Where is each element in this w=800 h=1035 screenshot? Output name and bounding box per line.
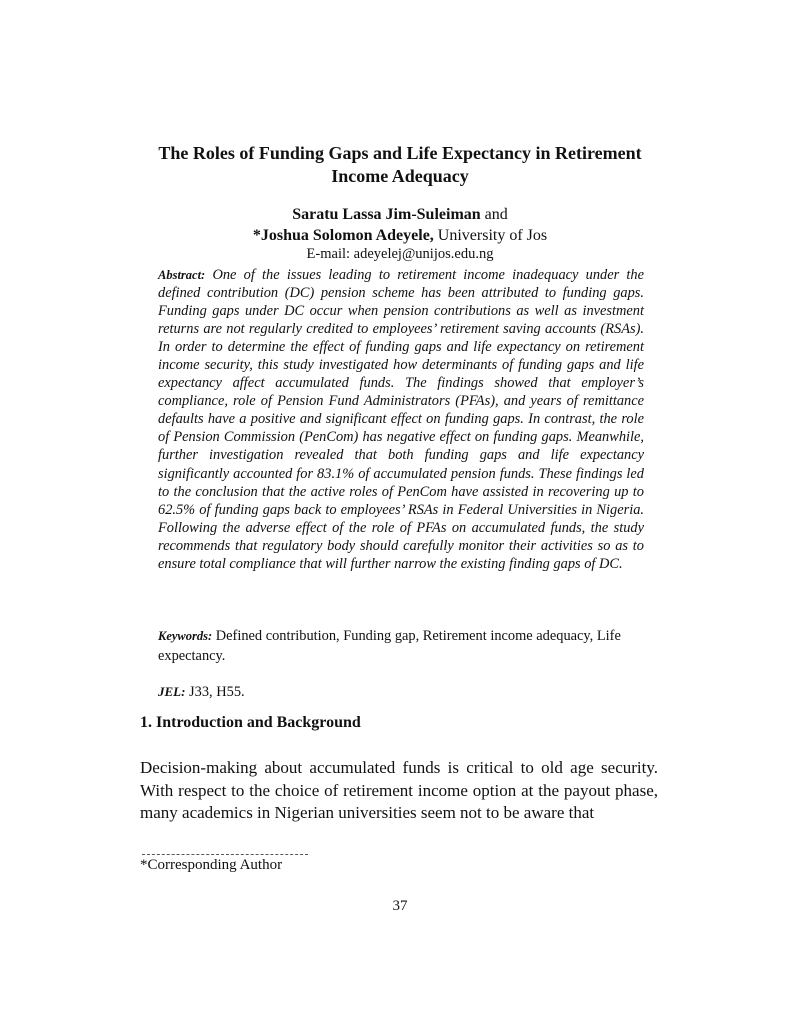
author-line-1: [130, 204, 670, 225]
author-line-2: [130, 225, 670, 246]
author-2-affiliation: University of Jos: [433, 227, 548, 244]
author-1-name: Saratu Lassa Jim-Suleiman: [292, 206, 481, 223]
jel-codes: [158, 682, 644, 702]
abstract: [158, 266, 644, 573]
keywords-text: Defined contribution, Funding gap, Retirement income adequacy, Life expectancy.: [158, 628, 621, 664]
author-1-suffix: and: [480, 206, 508, 223]
section-heading: 1. Introduction and Background: [140, 714, 361, 731]
abstract-label: Abstract:: [158, 268, 206, 282]
author-2-name: *Joshua Solomon Adeyele,: [252, 227, 434, 244]
paper-title: The Roles of Funding Gaps and Life Expectancy in Retirement Income Adequacy: [158, 143, 642, 186]
keywords-label: Keywords:: [158, 629, 213, 643]
keywords: [158, 626, 644, 666]
jel-text: J33, H55.: [185, 684, 245, 700]
author-email: E-mail: adeyelej@unijos.edu.ng: [306, 246, 494, 262]
footnote: *Corresponding Author: [140, 857, 283, 873]
footnote-divider: [142, 854, 308, 855]
abstract-text: One of the issues leading to retirement income inadequacy under the defined contribution (DC) pension scheme has been attributed to funding gaps. Funding gaps under DC occur when pension contributions as well as investment returns are not regularly credited to employees’ retirement saving accounts (RSAs). In order to determine the effect of funding gaps and life expectancy on retirement income security, this study investigated how determinants of funding gaps and life expectancy affect accumulated funds. The findings showed that employer’s compliance, role of Pension Fund Administrators (PFAs), and years of remittance defaults have a positive and significant effect on funding gaps. In contrast, the role of Pension Commission (PenCom) has negative effect on funding gaps. Meanwhile, further investigation revealed that both funding gaps and life expectancy significantly accounted for 83.1% of accumulated pension funds. These findings led to the conclusion that the active roles of PenCom have assisted in recovering up to 62.5% of funding gaps back to employees’ RSAs in Federal Universities in Nigeria. Following the adverse effect of the role of PFAs on accumulated funds, the study recommends that regulatory body should carefully monitor their activities so as to ensure total compliance that will further narrow the existing finding gaps of DC.: [158, 267, 644, 572]
body-paragraph: Decision-making about accumulated funds is critical to old age security. With respect to the choice of retirement income option at the payout phase, many academics in Nigerian universities seem not to be aware that: [140, 758, 658, 822]
jel-label: JEL:: [158, 684, 186, 699]
author-block: [130, 204, 670, 246]
page-number: 37: [392, 898, 408, 914]
